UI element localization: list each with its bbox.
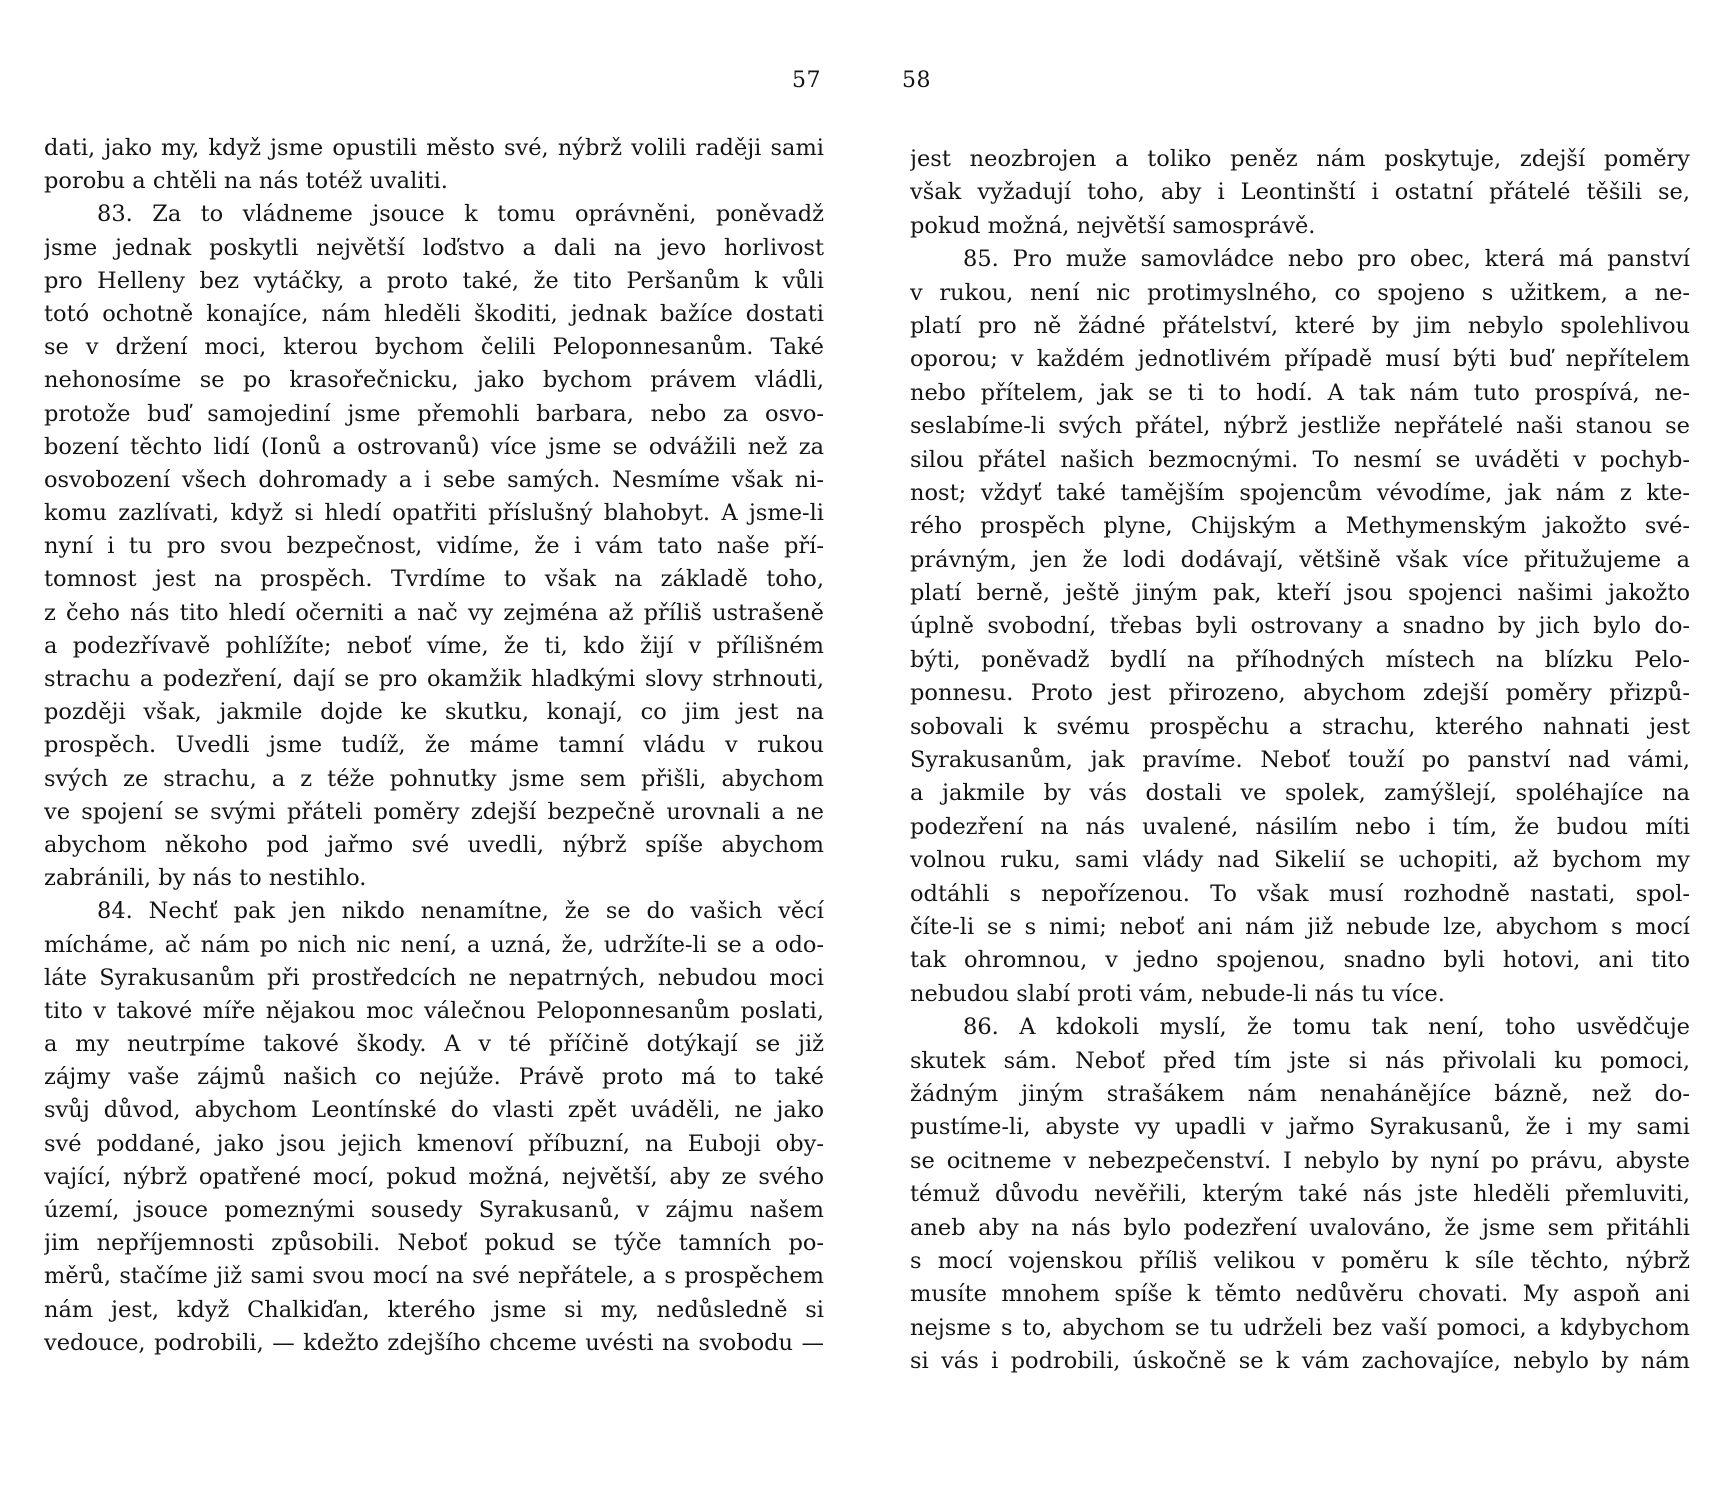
text-line: nost; vždyť také tamějším spojencům vévodíme, jak nám z kte- — [910, 479, 1690, 506]
text-line: témuž důvodu nevěřili, kterým také nás jste hleděli přemluviti, — [910, 1181, 1690, 1208]
text-line: platí berně, ještě jiným pak, kteří jsou spojenci našimi jakožto — [910, 580, 1690, 607]
text-line: 83. Za to vládneme jsouce k tomu oprávněni, poněvadž — [97, 201, 824, 228]
text-line: právným, jen že lodi dodávají, většině však více přitužujeme a — [910, 546, 1690, 573]
text-line: však vyžadují toho, aby i Leontinští i ostatní přátelé těšili se, — [910, 179, 1690, 206]
text-line: bození těchto lidí (Ionů a ostrovanů) více jsme se odvážili než za — [44, 433, 824, 460]
text-line: rého prospěch plyne, Chijským a Methymenským jakožto své- — [910, 513, 1690, 540]
text-line: pustíme-li, abyste vy upadli v jařmo Syrakusanů, že i my sami — [910, 1114, 1690, 1141]
text-line: strachu a podezření, dají se pro okamžik hladkými slovy strhnouti, — [44, 666, 824, 692]
page-number: 57 — [792, 68, 821, 93]
text-line: jsme jednak poskytli největší loďstvo a dali na jevo horlivost — [44, 234, 824, 261]
text-line: svých ze strachu, a z téže pohnutky jsme sem přišli, abychom — [44, 765, 824, 792]
text-line: úplně svobodní, třebas byli ostrovany a snadno by jich bylo do- — [910, 613, 1690, 640]
text-line: později však, jakmile dojde ke skutku, konají, co jim jest na — [44, 699, 824, 726]
text-line: ve spojení se svými přáteli poměry zdejší bezpečně urovnali a ne — [44, 798, 824, 825]
text-line: měrů, stačíme již sami svou mocí na své nepřátele, a s prospěchem — [44, 1263, 824, 1290]
text-line: komu zazlívati, když si hledí opatřiti příslušný blahobyt. A jsme-li — [44, 500, 824, 527]
text-line: a my neutrpíme takové škody. A v té příčině dotýkají se již — [44, 1031, 824, 1058]
text-line: s mocí vojenskou příliš velikou v poměru k síle těchto, nýbrž — [910, 1247, 1690, 1274]
text-line: 84. Nechť pak jen nikdo nenamítne, že se do vašich věcí — [97, 898, 824, 925]
page-number: 58 — [902, 68, 931, 93]
text-line: jest neozbrojen a toliko peněz nám poskytuje, zdejší poměry — [910, 146, 1690, 172]
text-line: láte Syrakusanům při prostředcích ne nepatrných, nebudou moci — [44, 964, 824, 991]
text-line: nebo přítelem, jak se ti to hodí. A tak nám tuto prospívá, ne- — [910, 379, 1690, 406]
text-line: seslabíme-li svých přátel, nýbrž jestliže nepřátelé naši stanou se — [910, 413, 1690, 440]
text-line: mícháme, ač nám po nich nic není, a uzná, že, udržíte-li se a odo- — [44, 931, 824, 958]
text-line: býti, poněvadž bydlí na příhodných místech na blízku Pelo- — [910, 646, 1690, 673]
text-line: se v držení moci, kterou bychom čelili Peloponnesanům. Také — [44, 334, 824, 361]
text-line: musíte mnohem spíše k těmto nedůvěru chovati. My aspoň ani — [910, 1281, 1690, 1308]
text-line: žádným jiným strašákem nám nenahánějíce bázně, než do- — [910, 1080, 1690, 1107]
page-text — [44, 132, 824, 1360]
text-line: nám jest, když Chalkiďan, kterého jsme si my, nedůsledně si — [44, 1296, 824, 1323]
text-line: oporou; v každém jednotlivém případě musí býti buď nepřítelem — [910, 346, 1690, 373]
text-line: Syrakusanům, jak pravíme. Neboť touží po panství nad vámi, — [910, 747, 1690, 774]
text-line: platí pro ně žádné přátelství, které by jim nebylo spolehlivou — [910, 312, 1690, 339]
page-text — [910, 143, 1690, 1378]
text-line: z čeho nás tito hledí očerniti a nač vy zejména až příliš ustrašeně — [44, 599, 824, 626]
text-line: nebudou slabí proti vám, nebude-li nás tu více. — [910, 980, 1445, 1007]
text-line: silou přátel našich bezmocnými. To nesmí se uváděti v pochyb- — [910, 446, 1690, 473]
text-line: v rukou, není nic protimyslného, co spojeno s užitkem, a ne- — [910, 279, 1690, 306]
text-line: totó ochotně konajíce, nám hleděli škoditi, jednak bažíce dostati — [44, 300, 824, 327]
text-line: osvobození všech dohromady a i sebe samých. Nesmíme však ni- — [44, 466, 824, 493]
text-line: jim nepříjemnosti způsobili. Neboť pokud se týče tamních po- — [44, 1230, 824, 1257]
text-line: a podezřívavě pohlížíte; neboť víme, že ti, kdo žijí v přílišném — [44, 632, 824, 659]
text-line: 85. Pro muže samovládce nebo pro obec, která má panství — [963, 246, 1690, 273]
text-line: se ocitneme v nebezpečenství. I nebylo by nyní po právu, abyste — [910, 1147, 1690, 1174]
text-line: nyní i tu pro svou bezpečnost, vidíme, že i vám tato naše pří- — [44, 533, 824, 560]
text-line: zabránili, by nás to nestihlo. — [44, 865, 367, 892]
text-line: abychom někoho pod jařmo své uvedli, nýbrž spíše abychom — [44, 831, 824, 858]
text-line: 86. A kdokoli myslí, že tomu tak není, toho usvědčuje — [963, 1014, 1690, 1041]
text-line: sobovali k svému prospěchu a strachu, kterého nahnati jest — [910, 713, 1690, 740]
text-line: podezření na nás uvalené, násilím nebo i tím, že budou míti — [910, 813, 1690, 840]
text-line: protože buď samojediní jsme přemohli barbara, nebo za osvo- — [44, 400, 824, 427]
text-line: tomnost jest na prospěch. Tvrdíme to však na základě toho, — [44, 566, 824, 593]
text-line: prospěch. Uvedli jsme tudíž, že máme tamní vládu v rukou — [44, 732, 824, 759]
text-line: vající, nýbrž opatřené mocí, pokud možná, největší, aby ze svého — [44, 1163, 824, 1190]
text-line: vedouce, podrobili, — kdežto zdejšího chceme uvésti na svobodu — — [44, 1329, 824, 1356]
text-line: odtáhli s nepořízenou. To však musí rozhodně nastati, spol- — [910, 880, 1690, 907]
text-line: tito v takové míře nějakou moc válečnou Peloponnesanům poslati, — [44, 997, 824, 1024]
text-line: si vás i podrobili, úskočně se k vám zachovajíce, nebylo by nám — [910, 1348, 1690, 1375]
right-page — [860, 0, 1720, 1500]
text-line: nejsme s to, abychom se tu udrželi bez vaší pomoci, a kdybychom — [910, 1314, 1690, 1341]
text-line: a jakmile by vás dostali ve spolek, zamýšlejí, spoléhajíce na — [910, 780, 1690, 807]
text-line: aneb aby na nás bylo podezření uvalováno, že jsme sem přitáhli — [910, 1214, 1690, 1241]
text-line: číte-li se s nimi; neboť ani nám již nebude lze, abychom s mocí — [910, 913, 1690, 940]
text-line: porobu a chtěli na nás totéž uvaliti. — [44, 168, 448, 195]
text-line: území, jsouce pomeznými sousedy Syrakusanů, v zájmu našem — [44, 1197, 824, 1223]
text-line: zájmy vaše zájmů našich co nejúže. Právě proto má to také — [44, 1064, 824, 1091]
text-line: ponnesu. Proto jest přirozeno, abychom zdejší poměry přizpů- — [910, 680, 1690, 707]
text-line: skutek sám. Neboť před tím jste si nás přivolali ku pomoci, — [910, 1047, 1690, 1074]
text-line: nehonosíme se po krasořečnicku, jako bychom právem vládli, — [44, 367, 824, 394]
text-line: volnou ruku, sami vlády nad Sikelií se uchopiti, až bychom my — [910, 847, 1690, 874]
text-line: pro Helleny bez vytáčky, a proto také, že tito Peršanům k vůli — [44, 267, 824, 294]
text-line: dati, jako my, když jsme opustili město své, nýbrž volili raději sami — [44, 135, 824, 161]
text-line: pokud možná, největší samosprávě. — [910, 212, 1316, 239]
text-line: svůj důvod, abychom Leontínské do vlasti zpět uváděli, ne jako — [44, 1097, 824, 1124]
text-line: tak ohromnou, v jedno spojenou, snadno byli hotovi, ani tito — [910, 947, 1690, 974]
text-line: své poddané, jako jsou jejich kmenoví příbuzní, na Euboji oby- — [44, 1130, 824, 1157]
